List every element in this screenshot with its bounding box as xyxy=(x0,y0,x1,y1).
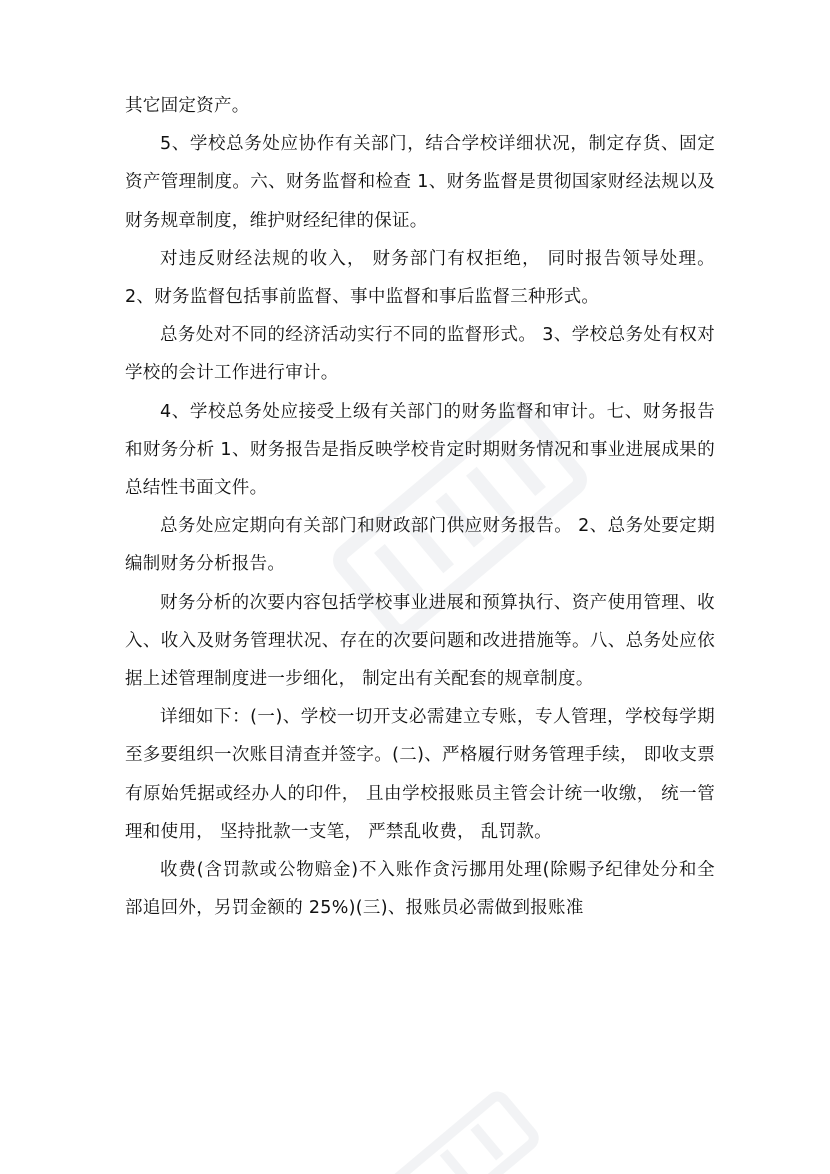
paragraph: 收费(含罚款或公物赔金)不入账作贪污挪用处理(除赐予纪律处分和全部追回外，另罚金额的 25%)(三)、报账员必需做到报账准 xyxy=(125,860,715,919)
paragraph: 财务分析的次要内容包括学校事业进展和预算执行、资产使用管理、收入、收入及财务管理状况、存在的次要问题和改进措施等。八、总务处应依据上述管理制度进一步细化， 制定出有关配套的规章制度。 xyxy=(125,592,715,690)
paragraph: 其它固定资产。 xyxy=(125,96,250,116)
paragraph: 5、学校总务处应协作有关部门，结合学校详细状况，制定存货、固定资产管理制度。六、财务监督和检查 1、财务监督是贯彻国家财经法规以及财务规章制度，维护财经纪律的保证。 xyxy=(125,134,715,231)
paragraph: 详细如下：(一)、学校一切开支必需建立专账，专人管理，学校每学期至多要组织一次账目清查并签字。(二)、严格履行财务管理手续， 即收支票有原始凭据或经办人的印件， 且由学校报账员主管会计统一收缴， 统一管理和使用， 坚持批款一支笔， 严禁乱收费， 乱罚款。 xyxy=(125,707,715,842)
paragraph: 总务处应定期向有关部门和财政部门供应财务报告。 2、总务处要定期编制财务分析报告。 xyxy=(125,516,715,575)
paragraph: 总务处对不同的经济活动实行不同的监督形式。 3、学校总务处有权对学校的会计工作进行审计。 xyxy=(125,325,715,384)
document-body xyxy=(125,87,715,927)
paragraph: 4、学校总务处应接受上级有关部门的财务监督和审计。七、财务报告和财务分析 1、财务报告是指反映学校肯定时期财务情况和事业进展成果的总结性书面文件。 xyxy=(125,401,715,499)
watermark-graphic-bottom xyxy=(360,1080,540,1174)
paragraph: 对违反财经法规的收入， 财务部门有权拒绝， 同时报告领导处理。2、财务监督包括事前监督、事中监督和事后监督三种形式。 xyxy=(125,248,715,308)
